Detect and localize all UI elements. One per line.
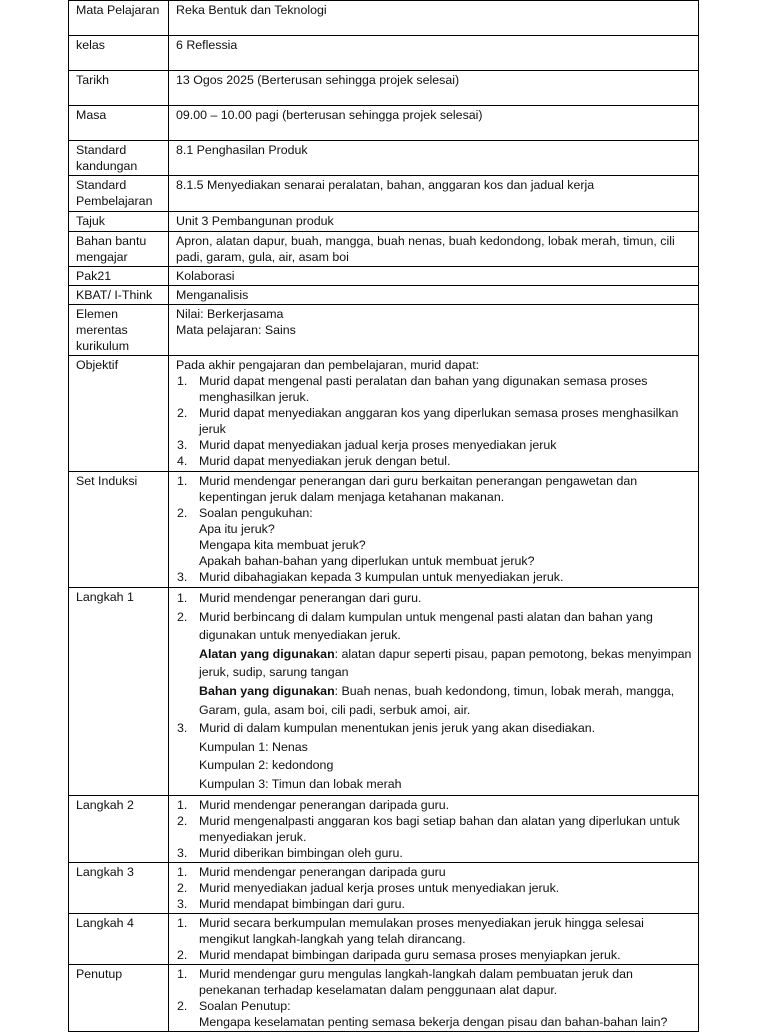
list-item: 1. Murid mendengar guru mengulas langkah-langkah dalam pembuatan jeruk dan penekanan terhadap keselamatan dalam penggunaan alat dapur. xyxy=(177,966,633,997)
row-set-induksi xyxy=(69,472,699,588)
alatan-text: : alatan dapur seperti pisau, papan pemotong, bekas menyimpan jeruk, sudip, sarung tangan xyxy=(199,646,692,680)
row-kelas xyxy=(69,36,699,71)
list-item: 2. Murid mendapat bimbingan daripada guru semasa proses menyiapkan jeruk. xyxy=(177,947,621,962)
row-langkah-3 xyxy=(69,862,699,913)
langkah-1-list xyxy=(176,589,692,645)
langkah-2-list xyxy=(176,797,692,861)
key-bahan-bantu: Bahan bantu mengajar xyxy=(69,232,169,267)
list-item: 3. Murid dibahagiakan kepada 3 kumpulan untuk menyediakan jeruk. xyxy=(177,570,564,584)
list-item: 3. Murid di dalam kumpulan menentukan jenis jeruk yang akan disediakan. xyxy=(177,721,596,736)
key-kelas: kelas xyxy=(69,36,169,71)
list-item: 2. Soalan pengukuhan: xyxy=(177,506,313,520)
alatan-paragraph xyxy=(176,645,692,682)
objektif-intro: Pada akhir pengajaran dan pembelajaran, murid dapat: xyxy=(176,358,480,372)
key-set-induksi: Set Induksi xyxy=(69,472,169,588)
langkah-1-list-cont xyxy=(176,719,692,738)
key-objektif: Objektif xyxy=(69,356,169,472)
key-pak21: Pak21 xyxy=(69,267,169,286)
list-item: 2. Soalan Penutup: xyxy=(177,998,291,1013)
key-penutup: Penutup xyxy=(69,964,169,1031)
soalan-2: Mengapa kita membuat jeruk? xyxy=(199,538,366,552)
langkah-4-list xyxy=(176,915,692,963)
row-elemen xyxy=(69,305,699,356)
value-objektif xyxy=(169,356,699,472)
key-masa: Masa xyxy=(69,106,169,141)
kumpulan-3: Kumpulan 3: Timun dan lobak merah xyxy=(199,776,402,791)
value-tajuk: Unit 3 Pembangunan produk xyxy=(169,212,699,232)
row-langkah-1 xyxy=(69,588,699,796)
bahan-label: Bahan yang digunakan xyxy=(199,683,335,698)
value-pak21: Kolaborasi xyxy=(169,267,699,286)
langkah-3-list xyxy=(176,864,692,912)
row-kbat xyxy=(69,286,699,305)
list-item: 3. Murid diberikan bimbingan oleh guru. xyxy=(177,845,403,860)
row-masa xyxy=(69,106,699,141)
penutup-list xyxy=(176,966,692,1014)
list-item: 2. Murid berbincang di dalam kumpulan untuk mengenal pasti alatan dan bahan yang digunakan untuk menyediakan jeruk. xyxy=(177,609,653,643)
soalan-3: Apakah bahan-bahan yang diperlukan untuk membuat jeruk? xyxy=(199,554,535,568)
key-langkah-2: Langkah 2 xyxy=(69,795,169,862)
list-item: 1. Murid mendengar penerangan daripada guru. xyxy=(177,797,450,812)
list-item: 2. Murid dapat menyediakan anggaran kos yang diperlukan semasa proses menghasilkan jeruk xyxy=(177,406,679,436)
value-standard-kandungan: 8.1 Penghasilan Produk xyxy=(169,141,699,176)
list-item: 1. Murid mendengar penerangan dari guru. xyxy=(177,591,422,605)
list-item: 3. Murid dapat menyediakan jadual kerja proses menyediakan jeruk xyxy=(177,438,557,452)
value-langkah-2 xyxy=(169,795,699,862)
list-item: 1. Murid dapat mengenal pasti peralatan dan bahan yang digunakan semasa proses menghasilkan jeruk. xyxy=(177,374,648,404)
list-item: 1. Murid mendengar penerangan dari guru berkaitan penerangan pengawetan dan kepentingan jeruk dalam menjaga ketahanan makanan. xyxy=(177,474,638,504)
key-langkah-3: Langkah 3 xyxy=(69,862,169,913)
row-pak21 xyxy=(69,267,699,286)
row-penutup xyxy=(69,964,699,1031)
value-kbat: Menganalisis xyxy=(169,286,699,305)
value-penutup xyxy=(169,964,699,1031)
soalan-penutup-1: Mengapa keselamatan penting semasa bekerja dengan pisau dan bahan-bahan lain? xyxy=(199,1014,668,1029)
key-elemen: Elemen merentas kurikulum xyxy=(69,305,169,356)
kumpulan-2: Kumpulan 2: kedondong xyxy=(199,758,334,773)
value-masa: 09.00 – 10.00 pagi (berterusan sehingga projek selesai) xyxy=(169,106,699,141)
row-tajuk xyxy=(69,212,699,232)
row-objektif xyxy=(69,356,699,472)
lesson-plan-table xyxy=(68,0,699,1032)
list-item: 1. Murid secara berkumpulan memulakan proses menyediakan jeruk hingga selesai mengikut langkah-langkah yang telah dirancang. xyxy=(177,915,644,946)
row-standard-kandungan xyxy=(69,141,699,176)
bahan-paragraph xyxy=(176,682,692,719)
kumpulan-1: Kumpulan 1: Nenas xyxy=(199,739,308,754)
set-induksi-list xyxy=(176,473,692,521)
value-langkah-4 xyxy=(169,913,699,964)
list-item: 3. Murid mendapat bimbingan dari guru. xyxy=(177,896,405,911)
elemen-mata-pelajaran: Mata pelajaran: Sains xyxy=(176,323,296,337)
key-standard-pembelajaran: Standard Pembelajaran xyxy=(69,176,169,212)
key-langkah-4: Langkah 4 xyxy=(69,913,169,964)
value-langkah-3 xyxy=(169,862,699,913)
value-bahan-bantu: Apron, alatan dapur, buah, mangga, buah nenas, buah kedondong, lobak merah, timun, cili padi, garam, gula, air, asam boi xyxy=(169,232,699,267)
elemen-nilai: Nilai: Berkerjasama xyxy=(176,307,284,321)
row-langkah-2 xyxy=(69,795,699,862)
set-induksi-list-cont xyxy=(176,569,692,585)
value-elemen xyxy=(169,305,699,356)
alatan-label: Alatan yang digunakan xyxy=(199,646,335,661)
soalan-1: Apa itu jeruk? xyxy=(199,522,275,536)
row-bahan-bantu xyxy=(69,232,699,267)
value-mata-pelajaran: Reka Bentuk dan Teknologi xyxy=(169,1,699,36)
value-langkah-1 xyxy=(169,588,699,796)
key-tajuk: Tajuk xyxy=(69,212,169,232)
value-set-induksi xyxy=(169,472,699,588)
key-langkah-1: Langkah 1 xyxy=(69,588,169,796)
row-standard-pembelajaran xyxy=(69,176,699,212)
value-tarikh: 13 Ogos 2025 (Berterusan sehingga projek selesai) xyxy=(169,71,699,106)
list-item: 1. Murid mendengar penerangan daripada guru xyxy=(177,864,446,879)
key-standard-kandungan: Standard kandungan xyxy=(69,141,169,176)
value-standard-pembelajaran: 8.1.5 Menyediakan senarai peralatan, bahan, anggaran kos dan jadual kerja xyxy=(169,176,699,212)
value-kelas: 6 Reflessia xyxy=(169,36,699,71)
objektif-list xyxy=(176,373,692,469)
row-mata-pelajaran xyxy=(69,1,699,36)
bahan-text: : Buah nenas, buah kedondong, timun, lobak merah, mangga, Garam, gula, asam boi, cili padi, serbuk amoi, air. xyxy=(199,683,675,717)
key-tarikh: Tarikh xyxy=(69,71,169,106)
list-item: 2. Murid menyediakan jadual kerja proses untuk menyediakan jeruk. xyxy=(177,880,560,895)
key-mata-pelajaran: Mata Pelajaran xyxy=(69,1,169,36)
list-item: 2. Murid mengenalpasti anggaran kos bagi setiap bahan dan alatan yang diperlukan untuk menyediakan jeruk. xyxy=(177,813,680,844)
row-langkah-4 xyxy=(69,913,699,964)
row-tarikh xyxy=(69,71,699,106)
list-item: 4. Murid dapat menyediakan jeruk dengan betul. xyxy=(177,454,451,468)
key-kbat: KBAT/ I-Think xyxy=(69,286,169,305)
